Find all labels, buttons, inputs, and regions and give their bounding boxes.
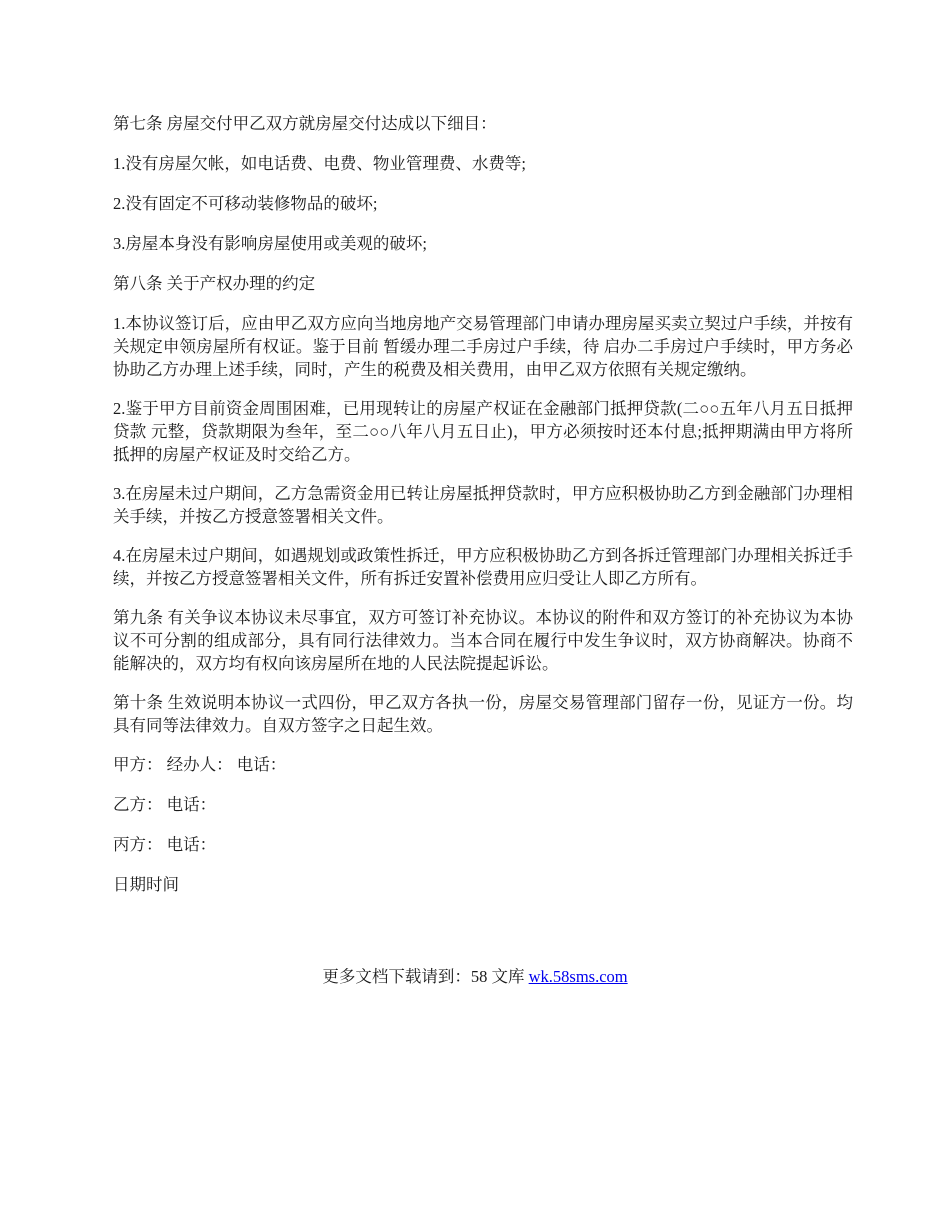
- article-10-paragraph: 第十条 生效说明本协议一式四份，甲乙双方各执一份，房屋交易管理部门留存一份，见证方一份。均具有同等法律效力。自双方签字之日起生效。: [113, 693, 853, 735]
- delivery-item-3: 3.房屋本身没有影响房屋使用或美观的破坏;: [113, 234, 427, 253]
- document-body: [113, 112, 853, 913]
- download-footer: [0, 965, 950, 988]
- delivery-item-1: 1.没有房屋欠帐，如电话费、电费、物业管理费、水费等;: [113, 154, 526, 173]
- date-line: 日期时间: [113, 875, 179, 894]
- footer-text: 更多文档下载请到：58 文库: [322, 967, 529, 986]
- article-7-heading: 第七条 房屋交付甲乙双方就房屋交付达成以下细目：: [113, 114, 497, 133]
- delivery-item-2: 2.没有固定不可移动装修物品的破坏;: [113, 194, 378, 213]
- party-c-signature-line: 丙方： 电话：: [113, 835, 217, 854]
- property-item-1: 1.本协议签订后，应由甲乙双方应向当地房地产交易管理部门申请办理房屋买卖立契过户手续，并按有关规定申领房屋所有权证。鉴于目前 暂缓办理二手房过户手续，待 启办二手房过户手续时，甲方务必协助乙方办理上述手续，同时，产生的税费及相关费用，由甲乙双方依照有关规定缴纳。: [113, 314, 853, 379]
- footer-link[interactable]: wk.58sms.com: [528, 967, 628, 986]
- property-item-4: 4.在房屋未过户期间，如遇规划或政策性拆迁，甲方应积极协助乙方到各拆迁管理部门办理相关拆迁手续，并按乙方授意签署相关文件，所有拆迁安置补偿费用应归受让人即乙方所有。: [113, 546, 853, 588]
- article-8-heading: 第八条 关于产权办理的约定: [113, 274, 316, 293]
- party-b-signature-line: 乙方： 电话：: [113, 795, 217, 814]
- party-a-signature-line: 甲方： 经办人： 电话：: [113, 755, 287, 774]
- article-9-paragraph: 第九条 有关争议本协议未尽事宜，双方可签订补充协议。本协议的附件和双方签订的补充协议为本协议不可分割的组成部分，具有同行法律效力。当本合同在履行中发生争议时，双方协商解决。协商不能解决的，双方均有权向该房屋所在地的人民法院提起诉讼。: [113, 608, 853, 673]
- property-item-2: 2.鉴于甲方目前资金周围困难，已用现转让的房屋产权证在金融部门抵押贷款(二○○五年八月五日抵押贷款 元整，贷款期限为叁年，至二○○八年八月五日止)，甲方必须按时还本付息;抵押期满由甲方将所抵押的房屋产权证及时交给乙方。: [113, 399, 853, 464]
- property-item-3: 3.在房屋未过户期间，乙方急需资金用已转让房屋抵押贷款时，甲方应积极协助乙方到金融部门办理相关手续，并按乙方授意签署相关文件。: [113, 484, 853, 526]
